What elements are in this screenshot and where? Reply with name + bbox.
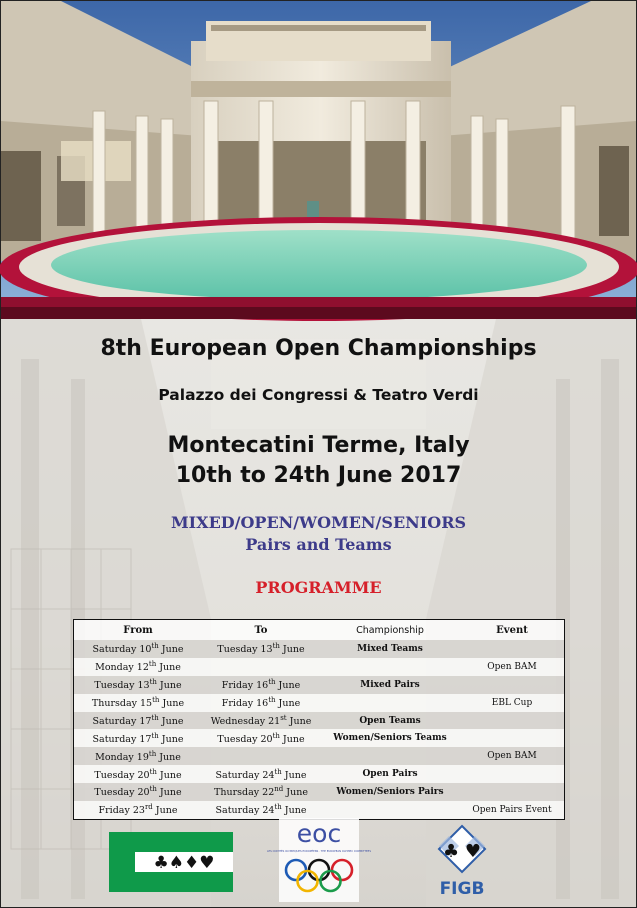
table-row — [74, 783, 564, 801]
eoc-logo — [267, 818, 371, 902]
cell-event: Open BAM — [487, 751, 537, 762]
cell-from: Tuesday 20th June — [94, 767, 182, 781]
cell-championship: Women/Seniors Teams — [333, 733, 447, 744]
eoc-wordmark: eoc — [296, 819, 342, 848]
dates: 10th to 24th June 2017 — [175, 463, 462, 488]
programme-table — [73, 619, 565, 820]
cell-from: Tuesday 20th June — [94, 785, 182, 799]
spa-courtyard-image — [1, 1, 636, 319]
table-header-row — [74, 620, 564, 640]
header-photo — [1, 1, 636, 319]
header-championship: Championship — [356, 624, 424, 636]
cell-from: Tuesday 13th June — [94, 678, 182, 692]
figb-wordmark: FIGB — [439, 879, 485, 899]
table-row — [74, 747, 564, 765]
cell-to: Friday 16th June — [221, 696, 301, 710]
cell-event: Open BAM — [487, 661, 537, 672]
cell-from: Thursday 15th June — [91, 696, 185, 710]
cell-from: Saturday 10th June — [92, 642, 184, 656]
cell-to: Saturday 24th June — [215, 803, 307, 817]
table-row — [74, 676, 564, 694]
cell-championship: Mixed Pairs — [360, 679, 420, 690]
cell-from: Saturday 17th June — [92, 713, 184, 728]
table-row — [74, 729, 564, 747]
header-event: Event — [496, 624, 528, 636]
table-row — [74, 640, 564, 658]
bridge-federation-flag-logo — [109, 832, 233, 892]
cell-to: Wednesday 21st June — [210, 713, 312, 728]
olympic-rings-icon — [286, 860, 352, 891]
table-row — [74, 658, 564, 676]
location: Montecatini Terme, Italy — [167, 433, 470, 458]
cell-from: Monday 12th June — [95, 660, 181, 674]
header-to: To — [254, 624, 268, 636]
cell-to: Thursday 22nd June — [214, 785, 308, 799]
cell-from: Friday 23rd June — [98, 803, 178, 817]
venue-line: Palazzo dei Congressi & Teatro Verdi — [158, 386, 479, 404]
eoc-subtext: LES COMITÉS OLYMPIQUES EUROPÉENS · THE EUROPEAN OLYMPIC COMMITTEES — [267, 850, 371, 853]
cell-event: EBL Cup — [491, 697, 533, 708]
location-dates — [1, 431, 636, 491]
cell-from: Monday 19th June — [95, 749, 181, 763]
programme-heading: PROGRAMME — [255, 578, 382, 597]
cell-to: Saturday 24th June — [215, 767, 307, 781]
table-row — [74, 694, 564, 712]
cell-to: Tuesday 20th June — [217, 731, 305, 745]
table-body — [74, 640, 564, 819]
table-row — [74, 765, 564, 783]
card-suits-icon: ♣ ♥ — [443, 841, 481, 862]
events-line-2: Pairs and Teams — [245, 535, 392, 554]
table-row — [74, 801, 564, 819]
card-suits-icon: ♣♠♦♥ — [153, 853, 215, 873]
cell-from: Saturday 17th June — [92, 731, 184, 745]
cell-event: Open Pairs Event — [472, 804, 552, 815]
table-row — [74, 712, 564, 730]
cell-to: Tuesday 13th June — [217, 642, 305, 656]
cell-to: Friday 16th June — [221, 678, 301, 692]
cell-championship: Mixed Teams — [357, 643, 423, 654]
cell-championship: Open Teams — [359, 715, 421, 726]
cell-championship: Open Pairs — [362, 769, 418, 780]
figb-logo — [421, 824, 503, 899]
cell-championship: Women/Seniors Pairs — [336, 787, 444, 798]
header-from: From — [123, 624, 153, 636]
events-line-1: MIXED/OPEN/WOMEN/SENIORS — [170, 513, 467, 532]
page-title: 8th European Open Championships — [100, 336, 537, 361]
